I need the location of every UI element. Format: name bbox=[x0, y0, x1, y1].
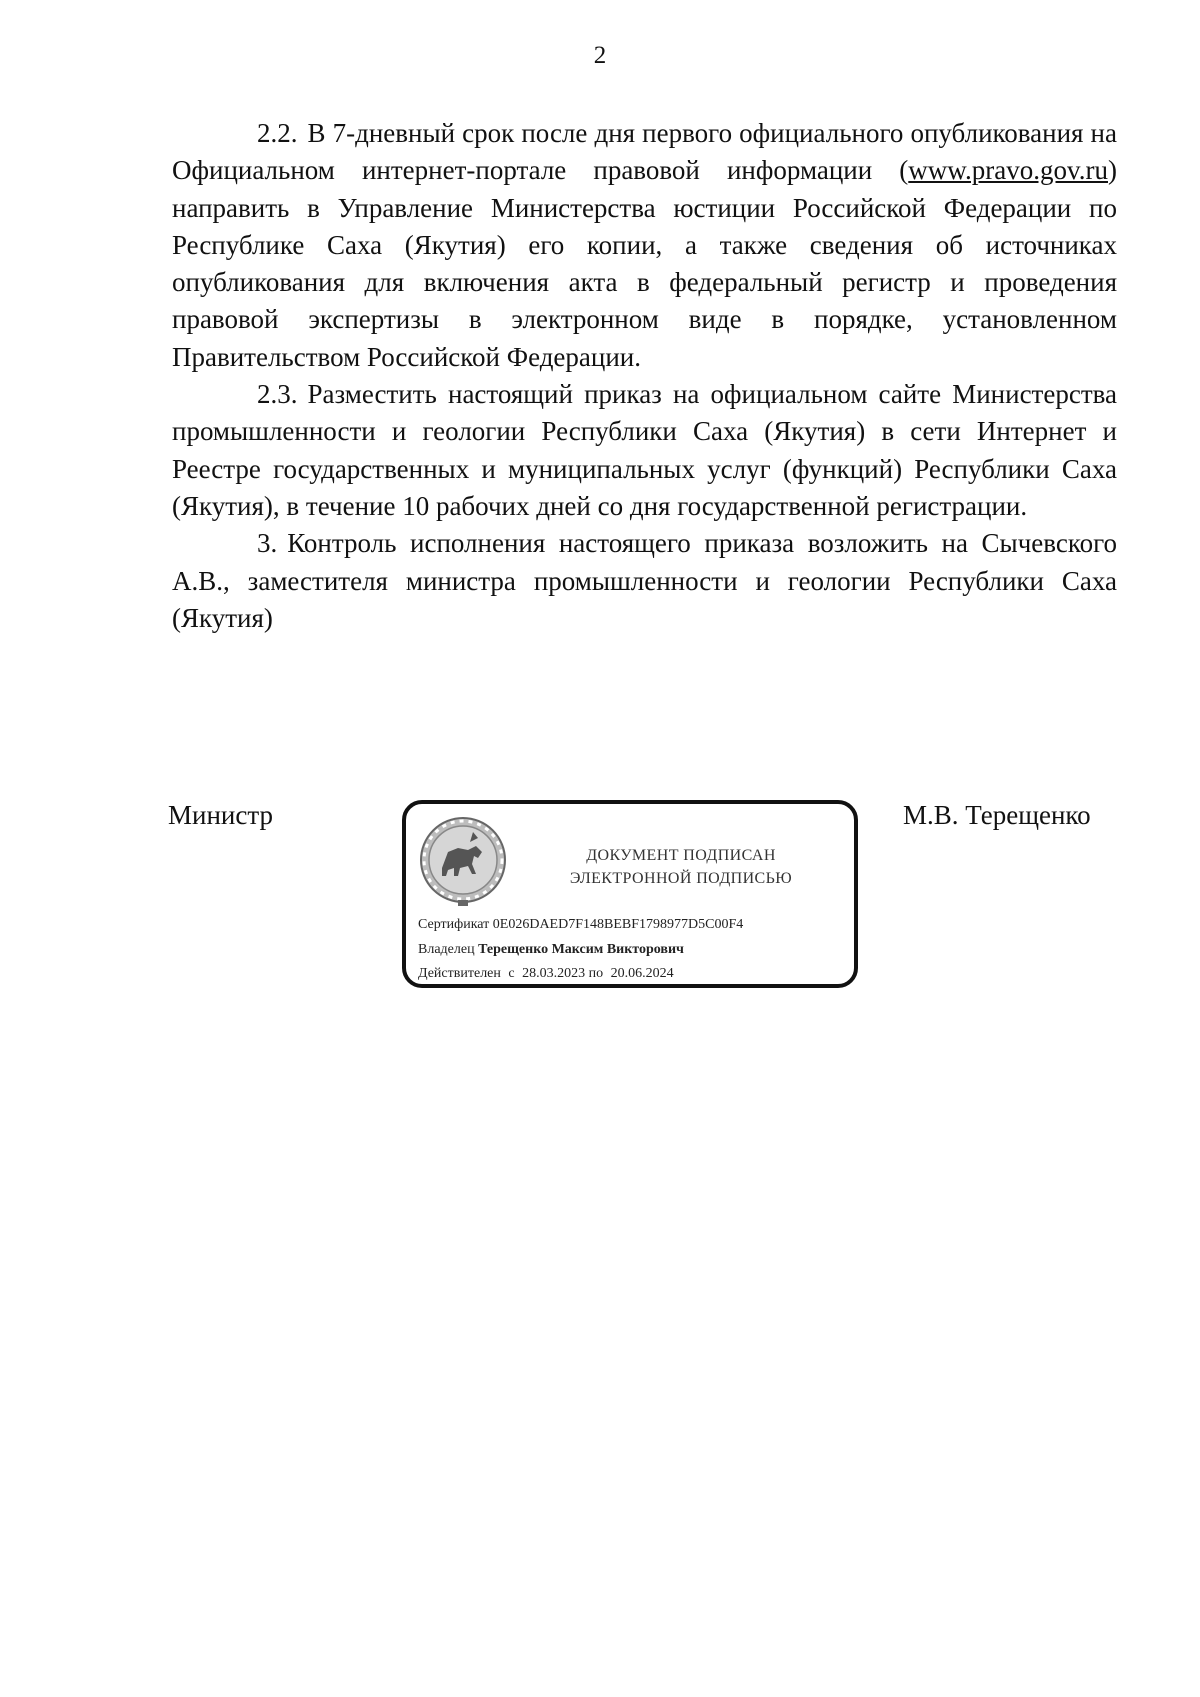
stamp-label: с bbox=[508, 966, 515, 981]
stamp-heading bbox=[516, 844, 846, 890]
stamp-owner bbox=[418, 942, 684, 958]
document-body bbox=[172, 115, 1117, 637]
paragraph-number: 2.3. bbox=[257, 379, 298, 410]
stamp-heading-line: ЭЛЕКТРОННОЙ ПОДПИСЬЮ bbox=[569, 870, 793, 887]
page-number: 2 bbox=[593, 42, 607, 69]
coat-of-arms-icon bbox=[418, 812, 508, 910]
electronic-signature-stamp bbox=[402, 800, 858, 988]
paragraph-number: 3. bbox=[257, 528, 278, 559]
signatory-title: Министр bbox=[168, 800, 273, 830]
stamp-label: Владелец bbox=[418, 942, 475, 957]
paragraph-text: В 7-дневный срок после дня первого официального опубликования на Официальном интернет-портале правовой информации ( bbox=[172, 118, 1117, 186]
paragraph-text: Контроль исполнения настоящего приказа возложить на Сычевского А.В., заместителя министра промышленности и геологии Республики Саха (Якутия) bbox=[172, 528, 1117, 633]
stamp-heading-line: ДОКУМЕНТ ПОДПИСАН bbox=[586, 847, 776, 864]
stamp-label: Действителен bbox=[418, 966, 501, 981]
signatory-name: М.В. Терещенко bbox=[903, 800, 1091, 830]
stamp-value: 20.06.2024 bbox=[610, 966, 674, 981]
paragraph-2-2 bbox=[172, 115, 1117, 376]
stamp-value: 28.03.2023 bbox=[522, 966, 586, 981]
paragraph-text: ) направить в Управление Министерства юстиции Российской Федерации по Республике Саха (Якутия) его копии, а также сведения об источниках опубликования для включения акта в федеральный регистр и проведения правовой экспертизы в электронном виде в порядке, установленном Правительством Российской Федерации. bbox=[172, 155, 1117, 372]
stamp-label: по bbox=[588, 966, 604, 981]
paragraph-2-3 bbox=[172, 376, 1117, 525]
paragraph-3 bbox=[172, 525, 1117, 637]
stamp-validity bbox=[418, 966, 674, 982]
stamp-value: 0E026DAED7F148BEBF1798977D5C00F4 bbox=[492, 917, 744, 932]
stamp-certificate bbox=[418, 917, 743, 933]
stamp-value: Терещенко Максим Викторович bbox=[478, 942, 684, 957]
paragraph-number: 2.2. bbox=[257, 118, 298, 148]
stamp-label: Сертификат bbox=[418, 917, 490, 932]
pravo-link[interactable]: www.pravo.gov.ru bbox=[908, 155, 1108, 186]
paragraph-text: Разместить настоящий приказ на официальном сайте Министерства промышленности и геологии Республики Саха (Якутия) в сети Интернет и Реестре государственных и муниципальных услуг (функций) Республики Саха (Якутия), в течение 10 рабочих дней со дня государственной регистрации. bbox=[172, 379, 1117, 521]
